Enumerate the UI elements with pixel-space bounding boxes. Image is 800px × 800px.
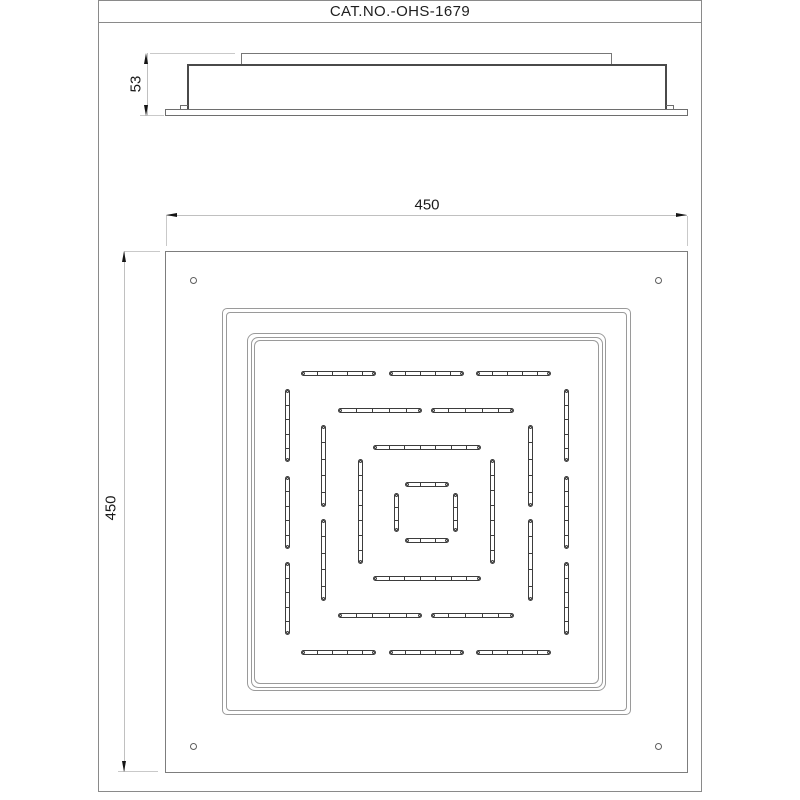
nozzle-divider-tick [286, 448, 289, 449]
nozzle-divider-tick [492, 651, 493, 654]
nozzle-strip [373, 445, 481, 450]
nozzle-end-dot [339, 409, 342, 412]
nozzle-strip [285, 562, 290, 635]
nozzle-end-dot [374, 577, 377, 580]
nozzle-divider-tick [491, 490, 494, 491]
nozzle-strip [358, 459, 363, 564]
nozzle-end-dot [395, 494, 398, 497]
nozzle-end-dot [339, 614, 342, 617]
nozzle-divider-tick [322, 475, 325, 476]
dimension-line [124, 251, 125, 772]
nozzle-end-dot [565, 458, 568, 461]
nozzle-end-dot [359, 460, 362, 463]
nozzle-divider-tick [565, 578, 568, 579]
nozzle-divider-tick [322, 536, 325, 537]
nozzle-divider-tick [529, 459, 532, 460]
nozzle-divider-tick [405, 372, 406, 375]
nozzle-strip [338, 613, 422, 618]
nozzle-divider-tick [322, 442, 325, 443]
mounting-hole [655, 277, 662, 284]
nozzle-end-dot [302, 372, 305, 375]
nozzle-divider-tick [435, 651, 436, 654]
nozzle-end-dot [395, 528, 398, 531]
arrowhead-left-icon [166, 213, 177, 217]
nozzle-end-dot [406, 483, 409, 486]
nozzle-divider-tick [317, 372, 318, 375]
nozzle-end-dot [418, 614, 421, 617]
nozzle-end-dot [454, 494, 457, 497]
nozzle-end-dot [477, 577, 480, 580]
nozzle-divider-tick [491, 505, 494, 506]
nozzle-divider-tick [322, 553, 325, 554]
nozzle-divider-tick [450, 651, 451, 654]
nozzle-end-dot [510, 409, 513, 412]
nozzle-divider-tick [389, 614, 390, 617]
nozzle-strip [405, 482, 449, 487]
nozzle-divider-tick [482, 409, 483, 412]
nozzle-divider-tick [406, 409, 407, 412]
nozzle-divider-tick [507, 651, 508, 654]
nozzle-divider-tick [491, 535, 494, 536]
nozzle-divider-tick [565, 506, 568, 507]
nozzle-end-dot [565, 631, 568, 634]
nozzle-end-dot [390, 372, 393, 375]
nozzle-end-dot [286, 458, 289, 461]
nozzle-strip [301, 650, 376, 655]
nozzle-divider-tick [286, 419, 289, 420]
nozzle-divider-tick [435, 483, 436, 486]
nozzle-divider-tick [565, 520, 568, 521]
title-bar [98, 0, 702, 23]
nozzle-divider-tick [451, 577, 452, 580]
nozzle-divider-tick [286, 578, 289, 579]
nozzle-divider-tick [405, 651, 406, 654]
side-view-right-foot [666, 105, 674, 109]
nozzle-strip [338, 408, 422, 413]
nozzle-divider-tick [372, 409, 373, 412]
nozzle-divider-tick [537, 372, 538, 375]
arrowhead-down-icon [144, 105, 148, 116]
nozzle-divider-tick [286, 520, 289, 521]
nozzle-divider-tick [529, 442, 532, 443]
nozzle-divider-tick [389, 409, 390, 412]
extension-line [166, 216, 167, 246]
nozzle-divider-tick [450, 372, 451, 375]
nozzle-divider-tick [498, 614, 499, 617]
nozzle-end-dot [529, 520, 532, 523]
nozzle-end-dot [529, 597, 532, 600]
nozzle-divider-tick [359, 535, 362, 536]
nozzle-divider-tick [420, 483, 421, 486]
nozzle-strip [476, 371, 551, 376]
side-view-left-foot [180, 105, 188, 109]
nozzle-divider-tick [466, 446, 467, 449]
nozzle-divider-tick [465, 409, 466, 412]
nozzle-end-dot [286, 545, 289, 548]
dimension-line [166, 215, 687, 216]
nozzle-end-dot [322, 503, 325, 506]
nozzle-end-dot [477, 446, 480, 449]
nozzle-end-dot [510, 614, 513, 617]
nozzle-divider-tick [356, 409, 357, 412]
nozzle-divider-tick [322, 492, 325, 493]
nozzle-end-dot [322, 520, 325, 523]
nozzle-end-dot [477, 372, 480, 375]
nozzle-end-dot [302, 651, 305, 654]
nozzle-divider-tick [420, 372, 421, 375]
nozzle-divider-tick [347, 372, 348, 375]
nozzle-strip [285, 389, 290, 462]
nozzle-divider-tick [362, 651, 363, 654]
nozzle-divider-tick [565, 419, 568, 420]
nozzle-divider-tick [565, 607, 568, 608]
nozzle-strip [321, 425, 326, 507]
nozzle-end-dot [477, 651, 480, 654]
nozzle-strip [389, 371, 464, 376]
nozzle-divider-tick [420, 651, 421, 654]
nozzle-strip [564, 389, 569, 462]
nozzle-divider-tick [332, 372, 333, 375]
nozzle-end-dot [460, 372, 463, 375]
nozzle-divider-tick [491, 475, 494, 476]
arrowhead-up-icon [122, 251, 126, 262]
nozzle-end-dot [406, 539, 409, 542]
nozzle-end-dot [565, 545, 568, 548]
mounting-hole [655, 743, 662, 750]
nozzle-divider-tick [286, 434, 289, 435]
nozzle-divider-tick [362, 372, 363, 375]
nozzle-divider-tick [359, 550, 362, 551]
nozzle-divider-tick [359, 505, 362, 506]
nozzle-strip [528, 519, 533, 601]
nozzle-divider-tick [529, 492, 532, 493]
nozzle-end-dot [547, 651, 550, 654]
nozzle-divider-tick [332, 651, 333, 654]
nozzle-divider-tick [565, 491, 568, 492]
nozzle-end-dot [322, 426, 325, 429]
dimension-value: 450 [414, 196, 440, 214]
nozzle-end-dot [286, 631, 289, 634]
nozzle-divider-tick [395, 520, 398, 521]
nozzle-divider-tick [529, 569, 532, 570]
nozzle-end-dot [418, 409, 421, 412]
nozzle-divider-tick [286, 592, 289, 593]
side-view-body [187, 64, 667, 109]
nozzle-end-dot [529, 503, 532, 506]
nozzle-divider-tick [454, 520, 457, 521]
mounting-hole [190, 277, 197, 284]
nozzle-divider-tick [389, 446, 390, 449]
nozzle-divider-tick [420, 577, 421, 580]
nozzle-end-dot [286, 477, 289, 480]
nozzle-divider-tick [529, 475, 532, 476]
nozzle-end-dot [547, 372, 550, 375]
nozzle-divider-tick [529, 553, 532, 554]
nozzle-divider-tick [395, 507, 398, 508]
nozzle-divider-tick [420, 446, 421, 449]
arrowhead-down-icon [122, 761, 126, 772]
nozzle-end-dot [565, 563, 568, 566]
nozzle-end-dot [372, 372, 375, 375]
nozzle-divider-tick [466, 577, 467, 580]
nozzle-end-dot [390, 651, 393, 654]
nozzle-divider-tick [492, 372, 493, 375]
nozzle-divider-tick [537, 651, 538, 654]
nozzle-divider-tick [286, 405, 289, 406]
nozzle-divider-tick [565, 621, 568, 622]
nozzle-divider-tick [435, 372, 436, 375]
nozzle-divider-tick [404, 577, 405, 580]
nozzle-end-dot [432, 614, 435, 617]
nozzle-divider-tick [286, 607, 289, 608]
nozzle-divider-tick [359, 520, 362, 521]
nozzle-strip [528, 425, 533, 507]
arrowhead-up-icon [144, 53, 148, 64]
nozzle-strip [301, 371, 376, 376]
nozzle-strip [373, 576, 481, 581]
nozzle-end-dot [286, 563, 289, 566]
nozzle-end-dot [565, 390, 568, 393]
nozzle-strip [453, 493, 458, 532]
nozzle-strip [394, 493, 399, 532]
nozzle-divider-tick [420, 539, 421, 542]
nozzle-divider-tick [347, 651, 348, 654]
nozzle-end-dot [286, 390, 289, 393]
nozzle-strip [431, 408, 515, 413]
nozzle-divider-tick [522, 372, 523, 375]
spray-face-edge-3 [254, 340, 599, 684]
nozzle-divider-tick [286, 621, 289, 622]
nozzle-divider-tick [406, 614, 407, 617]
nozzle-strip [564, 476, 569, 549]
nozzle-end-dot [374, 446, 377, 449]
nozzle-end-dot [445, 483, 448, 486]
nozzle-end-dot [565, 477, 568, 480]
nozzle-end-dot [372, 651, 375, 654]
nozzle-strip [405, 538, 449, 543]
nozzle-divider-tick [322, 586, 325, 587]
nozzle-divider-tick [522, 651, 523, 654]
nozzle-divider-tick [529, 536, 532, 537]
nozzle-end-dot [460, 651, 463, 654]
nozzle-divider-tick [448, 614, 449, 617]
nozzle-end-dot [491, 460, 494, 463]
extension-line [150, 53, 235, 54]
nozzle-divider-tick [482, 614, 483, 617]
nozzle-divider-tick [404, 446, 405, 449]
nozzle-end-dot [359, 560, 362, 563]
nozzle-end-dot [445, 539, 448, 542]
nozzle-end-dot [491, 560, 494, 563]
nozzle-divider-tick [565, 448, 568, 449]
nozzle-strip [564, 562, 569, 635]
nozzle-divider-tick [389, 577, 390, 580]
nozzle-divider-tick [498, 409, 499, 412]
nozzle-end-dot [454, 528, 457, 531]
nozzle-strip [321, 519, 326, 601]
nozzle-divider-tick [356, 614, 357, 617]
nozzle-divider-tick [322, 459, 325, 460]
mounting-hole [190, 743, 197, 750]
nozzle-divider-tick [454, 507, 457, 508]
nozzle-divider-tick [435, 446, 436, 449]
nozzle-divider-tick [507, 372, 508, 375]
nozzle-divider-tick [448, 409, 449, 412]
nozzle-strip [285, 476, 290, 549]
nozzle-divider-tick [322, 569, 325, 570]
side-view-face-plate [165, 109, 688, 116]
nozzle-end-dot [322, 597, 325, 600]
extension-line [124, 251, 160, 252]
extension-line [687, 216, 688, 246]
nozzle-strip [389, 650, 464, 655]
nozzle-divider-tick [565, 592, 568, 593]
nozzle-divider-tick [317, 651, 318, 654]
nozzle-divider-tick [359, 475, 362, 476]
nozzle-divider-tick [529, 586, 532, 587]
nozzle-divider-tick [565, 434, 568, 435]
arrowhead-right-icon [676, 213, 687, 217]
catalog-number-label: CAT.NO.-OHS-1679 [329, 3, 471, 20]
nozzle-strip [490, 459, 495, 564]
nozzle-divider-tick [372, 614, 373, 617]
nozzle-end-dot [432, 409, 435, 412]
dimension-value: 53 [127, 75, 145, 93]
nozzle-strip [476, 650, 551, 655]
nozzle-divider-tick [286, 506, 289, 507]
nozzle-divider-tick [286, 535, 289, 536]
nozzle-divider-tick [565, 535, 568, 536]
nozzle-strip [431, 613, 515, 618]
nozzle-divider-tick [435, 577, 436, 580]
nozzle-divider-tick [491, 520, 494, 521]
nozzle-divider-tick [435, 539, 436, 542]
nozzle-divider-tick [465, 614, 466, 617]
dimension-value: 450 [102, 495, 120, 521]
nozzle-divider-tick [286, 491, 289, 492]
nozzle-divider-tick [565, 405, 568, 406]
nozzle-divider-tick [359, 490, 362, 491]
nozzle-end-dot [529, 426, 532, 429]
nozzle-divider-tick [491, 550, 494, 551]
nozzle-divider-tick [451, 446, 452, 449]
